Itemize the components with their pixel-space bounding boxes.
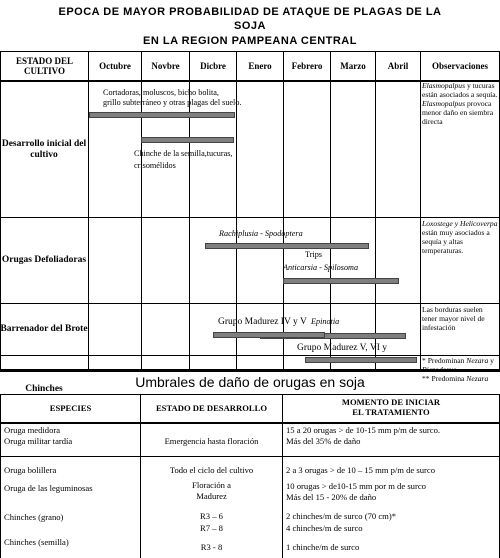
momento-bolillera: 2 a 3 orugas > de 10 – 15 mm p/m de surco xyxy=(286,465,436,475)
estado-r7-8: R7 – 8 xyxy=(200,523,223,533)
note-grillo: grillo subterráneo y otras plagas del suelo. xyxy=(103,98,242,107)
species-oruga-medidora: Oruga medidora xyxy=(4,425,61,435)
note-grupo-madurez-v-vi: Grupo Madurez V, VI y xyxy=(297,343,387,353)
bar-grupo-madurez-iv-v xyxy=(213,332,325,338)
note-chinche-semilla: Chinche de la semilla,tucuras, xyxy=(134,149,233,158)
row-label-chinches: Chinches xyxy=(25,383,63,394)
page-title-line-2: SOJA xyxy=(234,20,266,32)
estado-todo-ciclo: Todo el ciclo del cultivo xyxy=(169,465,254,475)
estado-emergencia: Emergencia hasta floración xyxy=(164,436,259,446)
momento-leguminosas-1: 10 orugas > de10-15 mm por m de surco xyxy=(286,481,426,491)
thresholds-table xyxy=(0,394,500,558)
species-oruga-leguminosas: Oruga de las leguminosas xyxy=(4,483,93,493)
bar-anticarsia xyxy=(283,278,399,284)
momento-chinches-semilla: 1 chinche/m de surco xyxy=(286,542,360,552)
note-crisomelidos: crisomélidos xyxy=(134,161,176,170)
header-month-enero: Enero xyxy=(248,61,272,71)
bar-rachiplusia xyxy=(205,243,369,249)
header-month-dicbre: Dicbre xyxy=(200,61,226,71)
page-title-line-3: EN LA REGION PAMPEANA CENTRAL xyxy=(143,35,357,47)
momento-chinches-2: 4 chinches/m de surco xyxy=(286,523,363,533)
header-momento-1: MOMENTO DE INICIAR xyxy=(341,397,441,407)
bar-chinche-semilla xyxy=(141,137,234,143)
row-label-barrenador: Barrenador del Brote xyxy=(0,324,88,334)
species-chinches-grano: Chinches (grano) xyxy=(4,512,64,522)
note-cortadoras: Cortadoras, moluscos, bicho bolita, xyxy=(103,88,219,97)
row-label-desarrollo-inicial: Desarrollo inicial del cultivo xyxy=(1,138,87,160)
species-oruga-militar: Oruga militar tardía xyxy=(4,436,73,446)
momento-chinches-1: 2 chinches/m de surco (70 cm)* xyxy=(286,511,397,521)
momento-group1-1: 15 a 20 orugas > de 10-15 mm p/m de surco. xyxy=(286,425,441,435)
obs-row1: Elasmopalpus y tucuras están asociados a sequía. Elasmopalpus provoca menor daño en siembra directa xyxy=(422,81,498,127)
header-observaciones: Observaciones xyxy=(432,61,488,71)
note-anticarsia: Anticarsia - Spilosoma xyxy=(283,263,359,272)
header-month-octubre: Octubre xyxy=(99,61,131,71)
note-epinotia: Epinotia xyxy=(311,317,340,326)
bar-cortadoras xyxy=(89,112,235,118)
header-estado-del-cultivo: ESTADO DEL CULTIVO xyxy=(15,56,74,76)
bar-grupo-madurez-v-vi xyxy=(305,357,417,363)
header-especies: ESPECIES xyxy=(49,403,92,413)
page-title-line-1: EPOCA DE MAYOR PROBABILIDAD DE ATAQUE DE PLAGAS DE LA xyxy=(58,6,442,18)
note-rachiplusia: Rachiplusia - Spodoptera xyxy=(219,229,303,238)
thresholds-title: Umbrales de daño de orugas en soja xyxy=(135,374,365,390)
momento-group1-2: Más del 35% de daño xyxy=(286,436,361,446)
estado-r3-6: R3 – 6 xyxy=(200,511,223,521)
estado-r3-8: R3 - 8 xyxy=(200,542,223,552)
estado-floracion: Floración a xyxy=(192,480,231,490)
obs-row4: * Predominan Nezara y ** Predomina Nezara xyxy=(422,356,494,384)
species-chinches-semilla: Chinches (semilla) xyxy=(4,537,69,547)
header-month-febrero: Febrero xyxy=(291,61,323,71)
note-grupo-madurez-iv-v: Grupo Madurez IV y V xyxy=(218,317,307,327)
obs-row2: Loxostege y Helicoverpa están muy asociados a sequía y altas temperaturas. xyxy=(422,219,498,256)
species-oruga-bolillera: Oruga bolillera xyxy=(4,465,57,475)
momento-leguminosas-2: Más del 15 - 20% de daño xyxy=(286,492,377,502)
note-trips: Trips xyxy=(305,250,322,259)
header-estado-desarrollo: ESTADO DE DESARROLLO xyxy=(155,403,268,413)
row-label-orugas-defoliadoras: Orugas Defoliadoras xyxy=(1,255,87,265)
header-month-abril: Abril xyxy=(387,61,409,71)
obs-row3: Las borduras suelen tener mayor nivel de infestación xyxy=(422,305,485,333)
header-momento-2: EL TRATAMIENTO xyxy=(352,407,430,417)
header-month-novbre: Novbre xyxy=(151,61,180,71)
header-month-marzo: Marzo xyxy=(340,61,366,71)
estado-madurez: Madurez xyxy=(196,491,227,501)
